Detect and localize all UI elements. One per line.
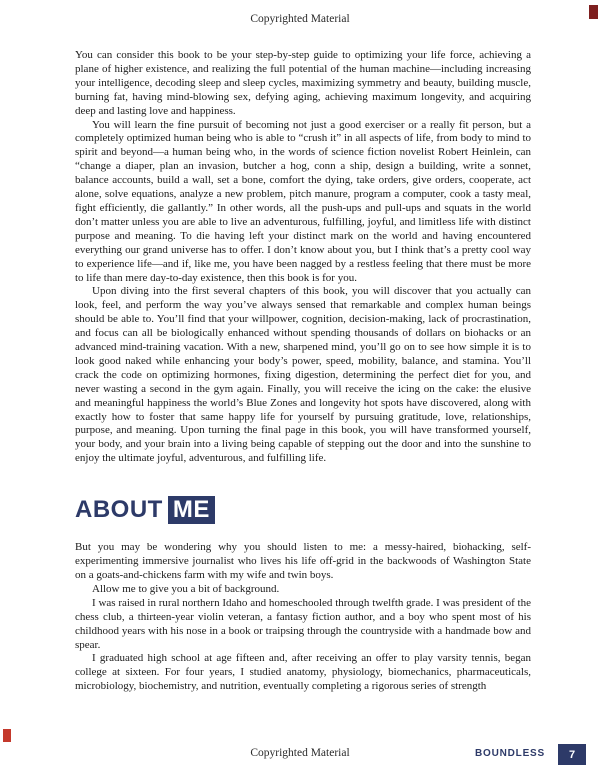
section-heading-about-me xyxy=(75,496,531,524)
heading-word-about: ABOUT xyxy=(75,496,163,524)
paragraph: You can consider this book to be your step-by-step guide to optimizing your life force, achieving a plane of higher existence, and realizing the full potential of the human machine—including increasing your intelligence, decoding sleep and sleep cycles, maximizing symmetry and beauty, building muscle, burning fat, having mind-blowing sex, defying aging, achieving maximum longevity, and acquiring deep and lasting love and happiness. xyxy=(75,49,531,117)
scan-mark-bottom-left xyxy=(3,729,11,742)
heading-word-me-highlight: ME xyxy=(168,496,215,524)
paragraph: Upon diving into the first several chapters of this book, you will discover that you actually can look, feel, and perform the way you’ve always sensed that remarkable and complex human beings should be able to. You’ll find that your willpower, cognition, decision-making, lack of procrastination, and focus can all be biologically enhanced without spending thousands of dollars on biohacks or an advanced mind-training vacation. With a new, sharpened mind, you’ll go on to see how simple it is to look good naked while enhancing your body’s power, speed, mobility, balance, and stamina. You’ll crack the code on optimizing hormones, fixing digestion, determining the perfect diet for you, and never wasting a second in the gym again. Finally, you will receive the icing on the cake: the elusive and meaningful happiness the world’s Blue Zones and longevity hot spots have discovered, along with exactly how to foster that same happy life for yourself by pursuing gratitude, love, relationships, purpose, and meaning. Upon turning the final page in this book, you will have transformed yourself, your body, and your brain into a living being capable of stepping out the door and into the sunshine to enjoy the ultimate joyful, adventurous, and fulfilling life. xyxy=(75,285,531,465)
page-number-badge: 7 xyxy=(558,744,586,765)
copyright-notice-bottom: Copyrighted Material xyxy=(250,747,350,759)
page-body xyxy=(75,49,531,694)
paragraph: Allow me to give you a bit of background. xyxy=(92,582,280,595)
paragraph: I graduated high school at age fifteen and, after receiving an offer to play varsity tennis, began college at sixteen. For four years, I studied anatomy, physiology, biomechanics, pharmaceuticals, microbiology, biochemistry, and nutrition, eventually completing a rigorous series of strength xyxy=(75,652,531,693)
copyright-notice-top: Copyrighted Material xyxy=(250,13,350,25)
paragraph: But you may be wondering why you should listen to me: a messy-haired, biohacking, self-experimenting immersive journalist who lives his life off-grid in the backwoods of Washington State on a goats-and-chickens farm with my wife and twin boys. xyxy=(75,541,531,581)
book-title-footer: BOUNDLESS xyxy=(475,748,545,759)
paragraph: You will learn the fine pursuit of becoming not just a good exerciser or a really fit person, but a completely optimized human being who is able to “crush it” in all aspects of life, from body to mind to spirit and beyond—a human being who, in the words of science fiction novelist Robert Heinlein, can “change a diaper, plan an invasion, butcher a hog, conn a ship, design a building, write a sonnet, balance accounts, build a wall, set a bone, comfort the dying, take orders, give orders, cooperate, act alone, solve equations, analyze a new problem, pitch manure, program a computer, cook a tasty meal, fight efficiently, die gallantly.” In other words, all the push-ups and pull-ups and squats in the world don’t matter unless you are able to live an adventurous, fulfilling, joyful, and limitless life with distinct purpose and meaning. To die having left your distinct mark on the world and having encountered everything our grand universe has to offer. I don’t know about you, but I think that’s a pretty cool way to experience life—and if, like me, you have been nagged by a restless feeling that there must be more to life than mere day-to-day existence, then this book is for you. xyxy=(75,118,531,284)
paragraph: I was raised in rural northern Idaho and homeschooled through twelfth grade. I was president of the chess club, a thirteen-year violin veteran, a fantasy fiction author, and a boy who spent most of his childhood years with his nose in a book or traipsing through the countryside with a handmade bow and spear. xyxy=(75,596,531,651)
